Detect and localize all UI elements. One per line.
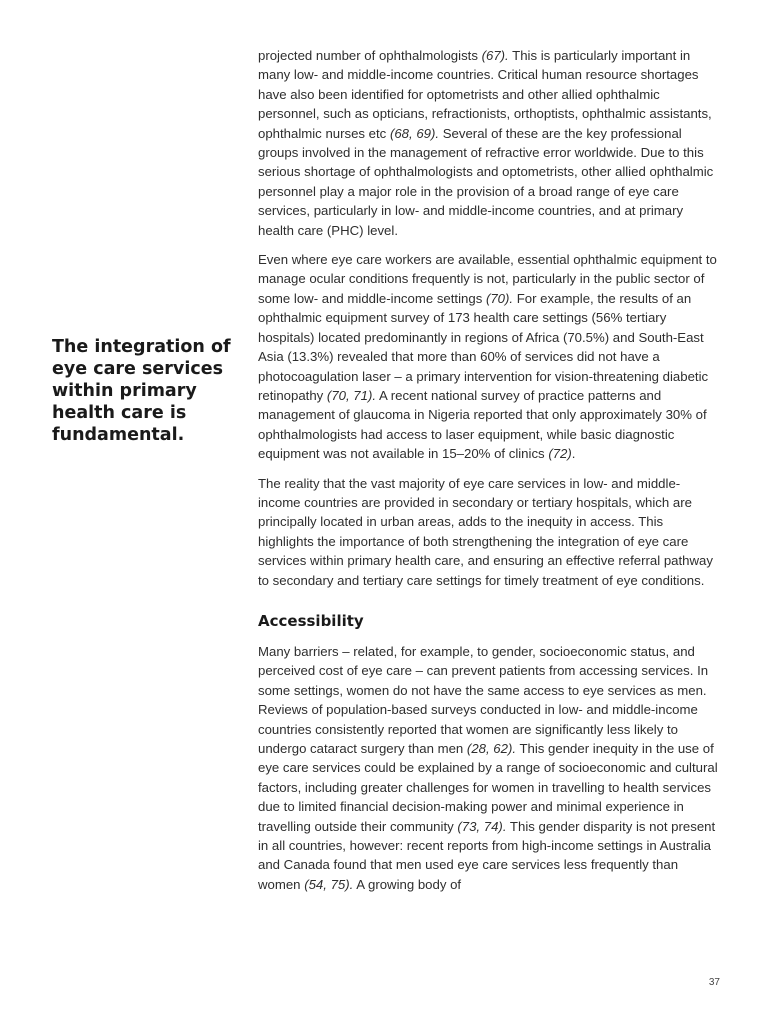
body-paragraphs (258, 46, 718, 590)
citation: (54, 75). (304, 876, 354, 892)
text-run: Several of these are the key professional groups involved in the management of refractive error worldwide. Due to this serious shortage of ophthalmologists and optometrists, other allied ophthalmic personnel play a major role in the provision of a broad range of eye care services, particularly in low- and middle-income countries, and at primary health care (PHC) level. (258, 125, 714, 238)
citation: (28, 62). (466, 741, 517, 756)
citation: (68, 69). (389, 125, 440, 141)
citation: (67). (481, 48, 509, 63)
citation: (73, 74). (457, 818, 507, 834)
text-run: Many barriers – related, for example, to gender, socioeconomic status, and perceived cost of eye care – can prevent patients from accessing services. In some settings, women do not have the same access to eye services as men. Reviews of population-based surveys conducted in low- and middle-income countries consistently reported that women are significantly less likely to undergo cataract surgery than men (258, 643, 709, 756)
text-run: . (571, 446, 576, 462)
paragraph (258, 250, 718, 463)
citation: (70). (485, 290, 514, 306)
text-run: This is particularly important in many low- and middle-income countries. Critical human resource shortages have also been identified for optometrists and other allied ophthalmic personnel, such as opticians, refractionists, orthoptists, ophthalmic assistants, ophthalmic nurses etc (258, 48, 712, 141)
text-run: For example, the results of an ophthalmic equipment survey of 173 health care settings (56% tertiary hospitals) located predominantly in regions of Africa (70.5%) and South-East Asia (13.3%) revealed that more than 60% of services did not have a photocoagulation laser – a primary intervention for vision-threatening diabetic retinopathy (258, 290, 709, 403)
text-run: Even where eye care workers are available, essential ophthalmic equipment to manage ocular conditions frequently is not, particularly in the public sector of some low- and middle-income settings (258, 252, 717, 306)
section-heading: Accessibility (258, 611, 364, 630)
text-run: A recent national survey of practice patterns and management of glaucoma in Nigeria reported that only approximately 30% of ophthalmologists had access to laser equipment, while basic diagnostic equipment was not available in 15–20% of clinics (258, 387, 707, 462)
citation: (72) (548, 446, 572, 462)
paragraph (258, 46, 718, 240)
text-run: This gender disparity is not present in all countries, however: recent reports from high-income settings in Australia and Canada found that men used eye care services less frequently than women (258, 818, 716, 892)
citation: (70, 71). (326, 387, 377, 403)
pull-quote: The integration of eye care services within primary health care is fundamental. (52, 337, 231, 445)
section-paragraphs (258, 642, 718, 894)
paragraph (258, 642, 718, 894)
page-number: 37 (708, 977, 720, 988)
text-run: This gender inequity in the use of eye care services could be explained by a range of socioeconomic and cultural factors, including greater challenges for women in travelling to health services due to limited financial decision-making power and minimal experience in travelling outside their community (258, 741, 718, 834)
text-run: A growing body of (353, 876, 462, 892)
text-run: projected number of ophthalmologists (258, 48, 482, 63)
paragraph (258, 474, 718, 590)
main-column (258, 46, 718, 904)
text-run: The reality that the vast majority of eye care services in low- and middle-income countries are provided in secondary or tertiary hospitals, which are principally located in urban areas, adds to the inequity in access. This highlights the importance of both strengthening the integration of eye care services within primary health care, and ensuring an effective referral pathway to secondary and tertiary care settings for timely treatment of eye conditions. (258, 475, 713, 588)
